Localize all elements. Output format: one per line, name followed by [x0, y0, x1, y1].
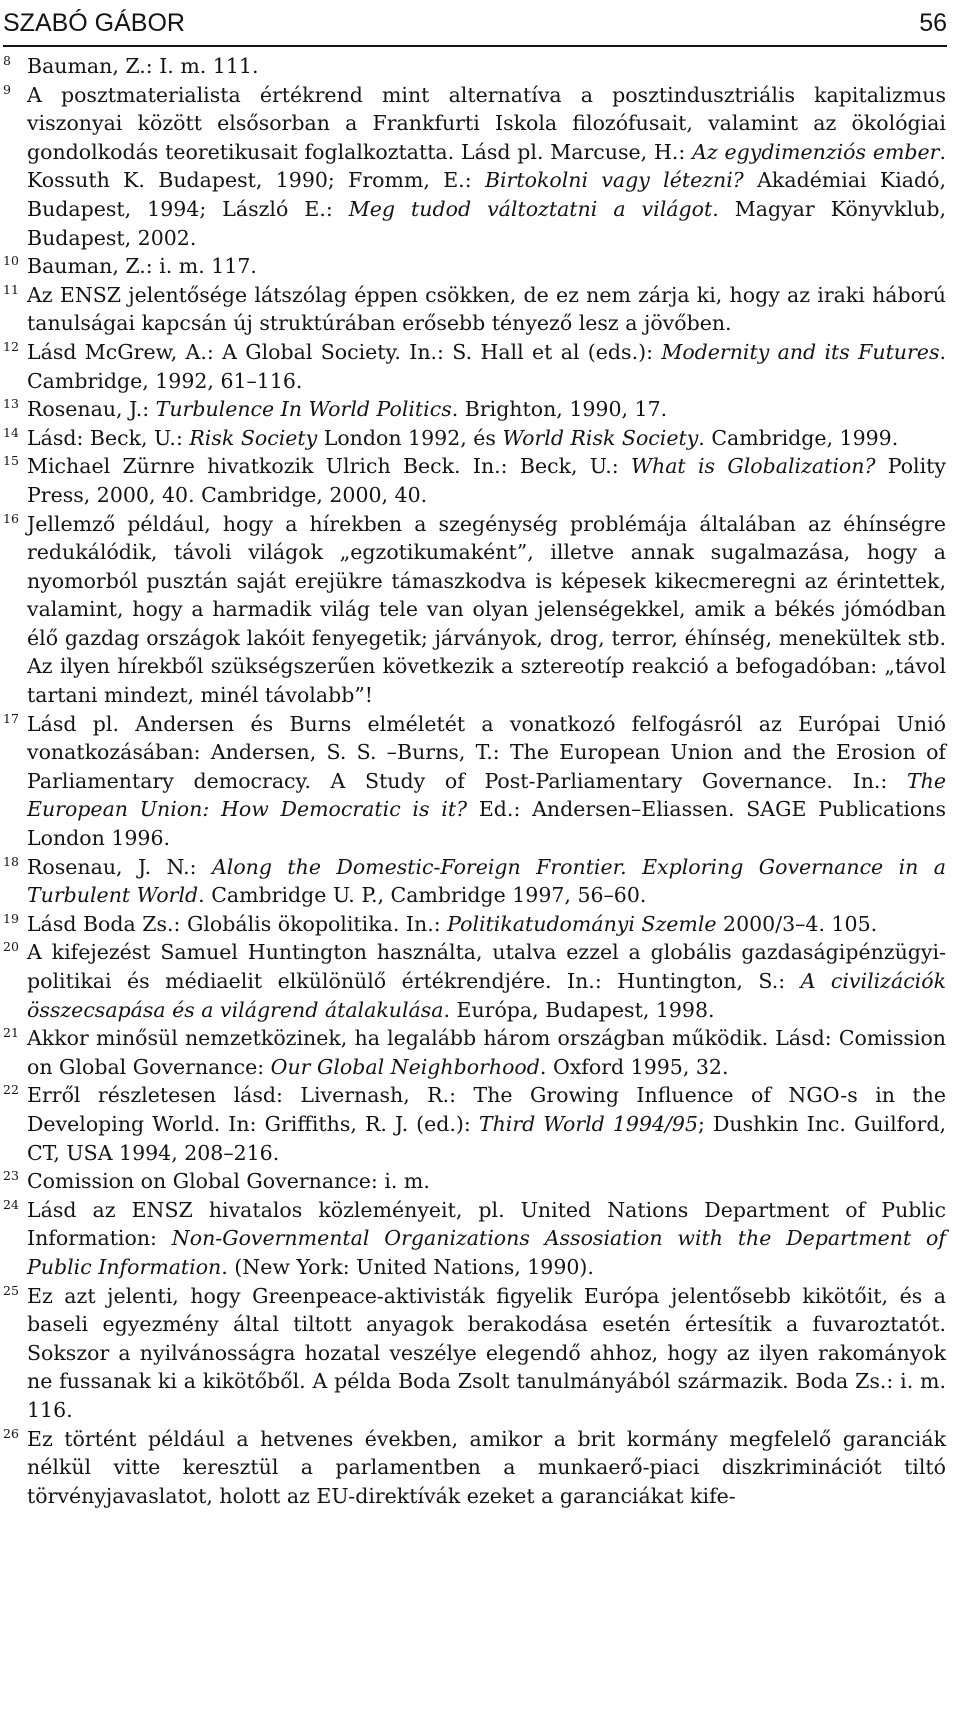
footnote-italic-text: Az egydimenziós ember [692, 139, 940, 164]
footnote-text: . Európa, Budapest, 1998. [443, 997, 715, 1022]
footnote-italic-text: Meg tudod változtatni a világot [348, 196, 713, 221]
footnote [0, 710, 960, 853]
page-number: 56 [919, 9, 947, 37]
footnote-number: 23 [3, 1168, 19, 1184]
footnote-number: 10 [3, 253, 19, 269]
footnote-number: 15 [3, 453, 19, 469]
footnote-text: . Cambridge U. P., Cambridge 1997, 56–60. [198, 883, 647, 908]
footnote-number: 12 [3, 338, 19, 354]
footnote-text: Jellemző például, hogy a hírekben a szegénység problémája általában az éhínségre redukálódik, távoli világok „egzotikumaként”, illetve annak sugalmazása, hogy a nyomorból pusztán saját erejükre támaszkodva is képesek kikecmeregni az érintettek, valamint, hogy a harmadik világ tele van olyan jelenségekkel, amik a békés jómódban élő gazdag országok lakóit fenyegetik; járványok, drog, terror, éhínség, menekültek stb. Az ilyen hírekből szükségszerűen következik a sztereotíp reakció a befogadóban: „távol tartani mindezt, minél távolabb”! [27, 511, 946, 708]
footnote-text: Michael Zürnre hivatkozik Ulrich Beck. In.: Beck, U.: [27, 454, 631, 479]
footnote-italic-text: Politikatudományi Szemle [447, 911, 717, 936]
footnote-number: 25 [3, 1282, 19, 1298]
footnote-text: . Cambridge, 1992, 61–116. [27, 339, 946, 393]
footnote-italic-text: Turbulence In World Politics [155, 397, 452, 422]
footnote-number: 19 [3, 910, 19, 926]
footnote [0, 1081, 960, 1167]
running-head [3, 5, 947, 47]
footnote-italic-text: A civilizációk összecsapása és a világrend átalakulása [27, 969, 947, 1022]
footnote-italic-text: Third World 1994/95 [478, 1111, 699, 1136]
footnote-text: A kifejezést Samuel Huntington használta, utalva ezzel a globális gazdaságipénzügyi-politikai és médiaelit elkülönülő értékrendjére. In.: Huntington, S.: [27, 940, 946, 993]
footnote-italic-text: World Risk Society [502, 425, 699, 450]
footnote-italic-text: Along the Domestic-Foreign Frontier. Exploring Governance in a Turbulent World [27, 854, 946, 908]
footnote-text: . Oxford 1995, 32. [539, 1054, 729, 1079]
footnote-italic-text: Risk Society [189, 425, 318, 450]
footnote [0, 1167, 960, 1196]
footnote [0, 338, 960, 395]
footnote-text: Erről részletesen lásd: Livernash, R.: The Growing Influence of NGO-s in the Developing World. In: Griffiths, R. J. (ed.): [27, 1083, 946, 1136]
footnote-text: London 1992, és [317, 425, 503, 450]
footnote-number: 18 [3, 853, 19, 869]
footnote-italic-text: What is Globalization? [630, 454, 876, 479]
footnote-text: A posztmaterialista értékrend mint alternatíva a posztindusztriális kapitalizmus viszonyai között elsősorban a Frankfurti Iskola filozófusait, valamint az ökológiai gondolkodás teoretikusait foglalkoztatta. Lásd pl. Marcuse, H.: [27, 82, 946, 164]
footnote-text: Ed.: Andersen–Eliassen. SAGE Publications London 1996. [27, 797, 946, 851]
footnote-text: Az ENSZ jelentősége látszólag éppen csökken, de ez nem zárja ki, hogy az iraki háború tanulságai kapcsán új struktúrában erősebb tényező lesz a jövőben. [27, 282, 946, 336]
footnote [0, 81, 960, 253]
footnote [0, 1196, 960, 1282]
footnote-text: Rosenau, J.: [27, 397, 156, 422]
footnote-italic-text: Birtokolni vagy létezni? [484, 168, 744, 193]
footnote [0, 452, 960, 509]
footnote-text: Lásd az ENSZ hivatalos közleményeit, pl. United Nations Department of Public Information: [27, 1197, 946, 1251]
footnote-text: . Cambridge, 1999. [698, 425, 899, 450]
footnotes-list [0, 52, 960, 1510]
footnote [0, 1425, 960, 1511]
footnote [0, 52, 960, 81]
running-head-author: SZABÓ GÁBOR [3, 9, 185, 37]
footnote-italic-text: The European Union: How Democratic is it? [27, 768, 946, 822]
footnote-text: Ez történt például a hetvenes években, amikor a brit kormány megfelelő garanciák nélkül vitte keresztül a parlamentben a munkaerő-piaci diszkriminációt tiltó törvényjavaslatot, holott az EU-direktívák ezeket a garanciákat kife- [27, 1426, 946, 1508]
footnote-text: Bauman, Z.: I. m. 111. [27, 54, 259, 78]
footnote-text: Ez azt jelenti, hogy Greenpeace-aktivisták figyelik Európa jelentősebb kikötőit, és a baseli egyezmény által tiltott anyagok berakodása esetén értesítik a fuvaroztatót. Sokszor a nyilvánosságra hozatal veszélye elegendő ahhoz, hogy az ilyen rakományok ne fussanak ki a kikötőből. A példa Boda Zsolt tanulmányából származik. Boda Zs.: i. m. 116. [27, 1283, 946, 1422]
footnote-text: 2000/3–4. 105. [716, 911, 878, 936]
footnote-text: . (New York: United Nations, 1990). [221, 1254, 594, 1279]
footnote [0, 938, 960, 1024]
footnote-text: . Brighton, 1990, 17. [451, 397, 668, 422]
footnote-text: Lásd: Beck, U.: [27, 425, 190, 450]
footnote [0, 252, 960, 281]
footnote-text: Comission on Global Governance: i. m. [27, 1169, 430, 1194]
footnote [0, 395, 960, 424]
footnote-text: Rosenau, J. N.: [27, 854, 212, 879]
footnote [0, 853, 960, 910]
footnote-text: . Magyar Könyvklub, Budapest, 2002. [27, 196, 946, 250]
footnote-number: 20 [3, 939, 19, 955]
footnote-number: 21 [3, 1025, 19, 1041]
footnote [0, 1024, 960, 1081]
footnote [0, 1282, 960, 1425]
footnote-number: 17 [3, 710, 19, 726]
footnote-text: Lásd Boda Zs.: Globális ökopolitika. In.: [27, 911, 448, 936]
footnote [0, 424, 960, 453]
footnote-text: Akadémiai Kiadó, Budapest, 1994; László E.: [27, 168, 946, 221]
footnote-number: 22 [3, 1082, 19, 1098]
footnote-text: Akkor minősül nemzetközinek, ha legalább három országban működik. Lásd: Comission on Global Governance: [27, 1026, 946, 1079]
footnote-text: . Kossuth K. Budapest, 1990; Fromm, E.: [27, 139, 946, 193]
footnote-text: Lásd pl. Andersen és Burns elméletét a vonatkozó felfogásról az Európai Unió vonatkozásában: Andersen, S. S. –Burns, T.: The European Union and the Erosion of Parliamentary democracy. A Study of Post-Parliamentary Governance. In.: [27, 711, 946, 793]
footnote-italic-text: Non-Governmental Organizations Assosiation with the Department of Public Information [27, 1226, 946, 1279]
footnote-text: Polity Press, 2000, 40. Cambridge, 2000, 40. [27, 454, 946, 507]
footnote-number: 8 [3, 53, 11, 68]
footnote-number: 24 [3, 1196, 19, 1212]
footnote-italic-text: Modernity and its Futures [661, 339, 940, 364]
footnote-number: 14 [3, 424, 19, 440]
footnote-number: 26 [3, 1425, 19, 1441]
footnote-italic-text: Our Global Neighborhood [270, 1054, 540, 1079]
footnote-text: Bauman, Z.: i. m. 117. [27, 254, 257, 279]
footnote [0, 281, 960, 338]
footnote [0, 510, 960, 710]
footnote-number: 9 [3, 81, 11, 97]
footnote-text: ; Dushkin Inc. Guilford, CT, USA 1994, 208–216. [27, 1111, 947, 1165]
footnote-text: Lásd McGrew, A.: A Global Society. In.: S. Hall et al (eds.): [27, 339, 662, 364]
footnote [0, 910, 960, 939]
footnote-number: 11 [3, 281, 19, 297]
footnote-number: 16 [3, 510, 19, 526]
footnote-number: 13 [3, 396, 19, 412]
